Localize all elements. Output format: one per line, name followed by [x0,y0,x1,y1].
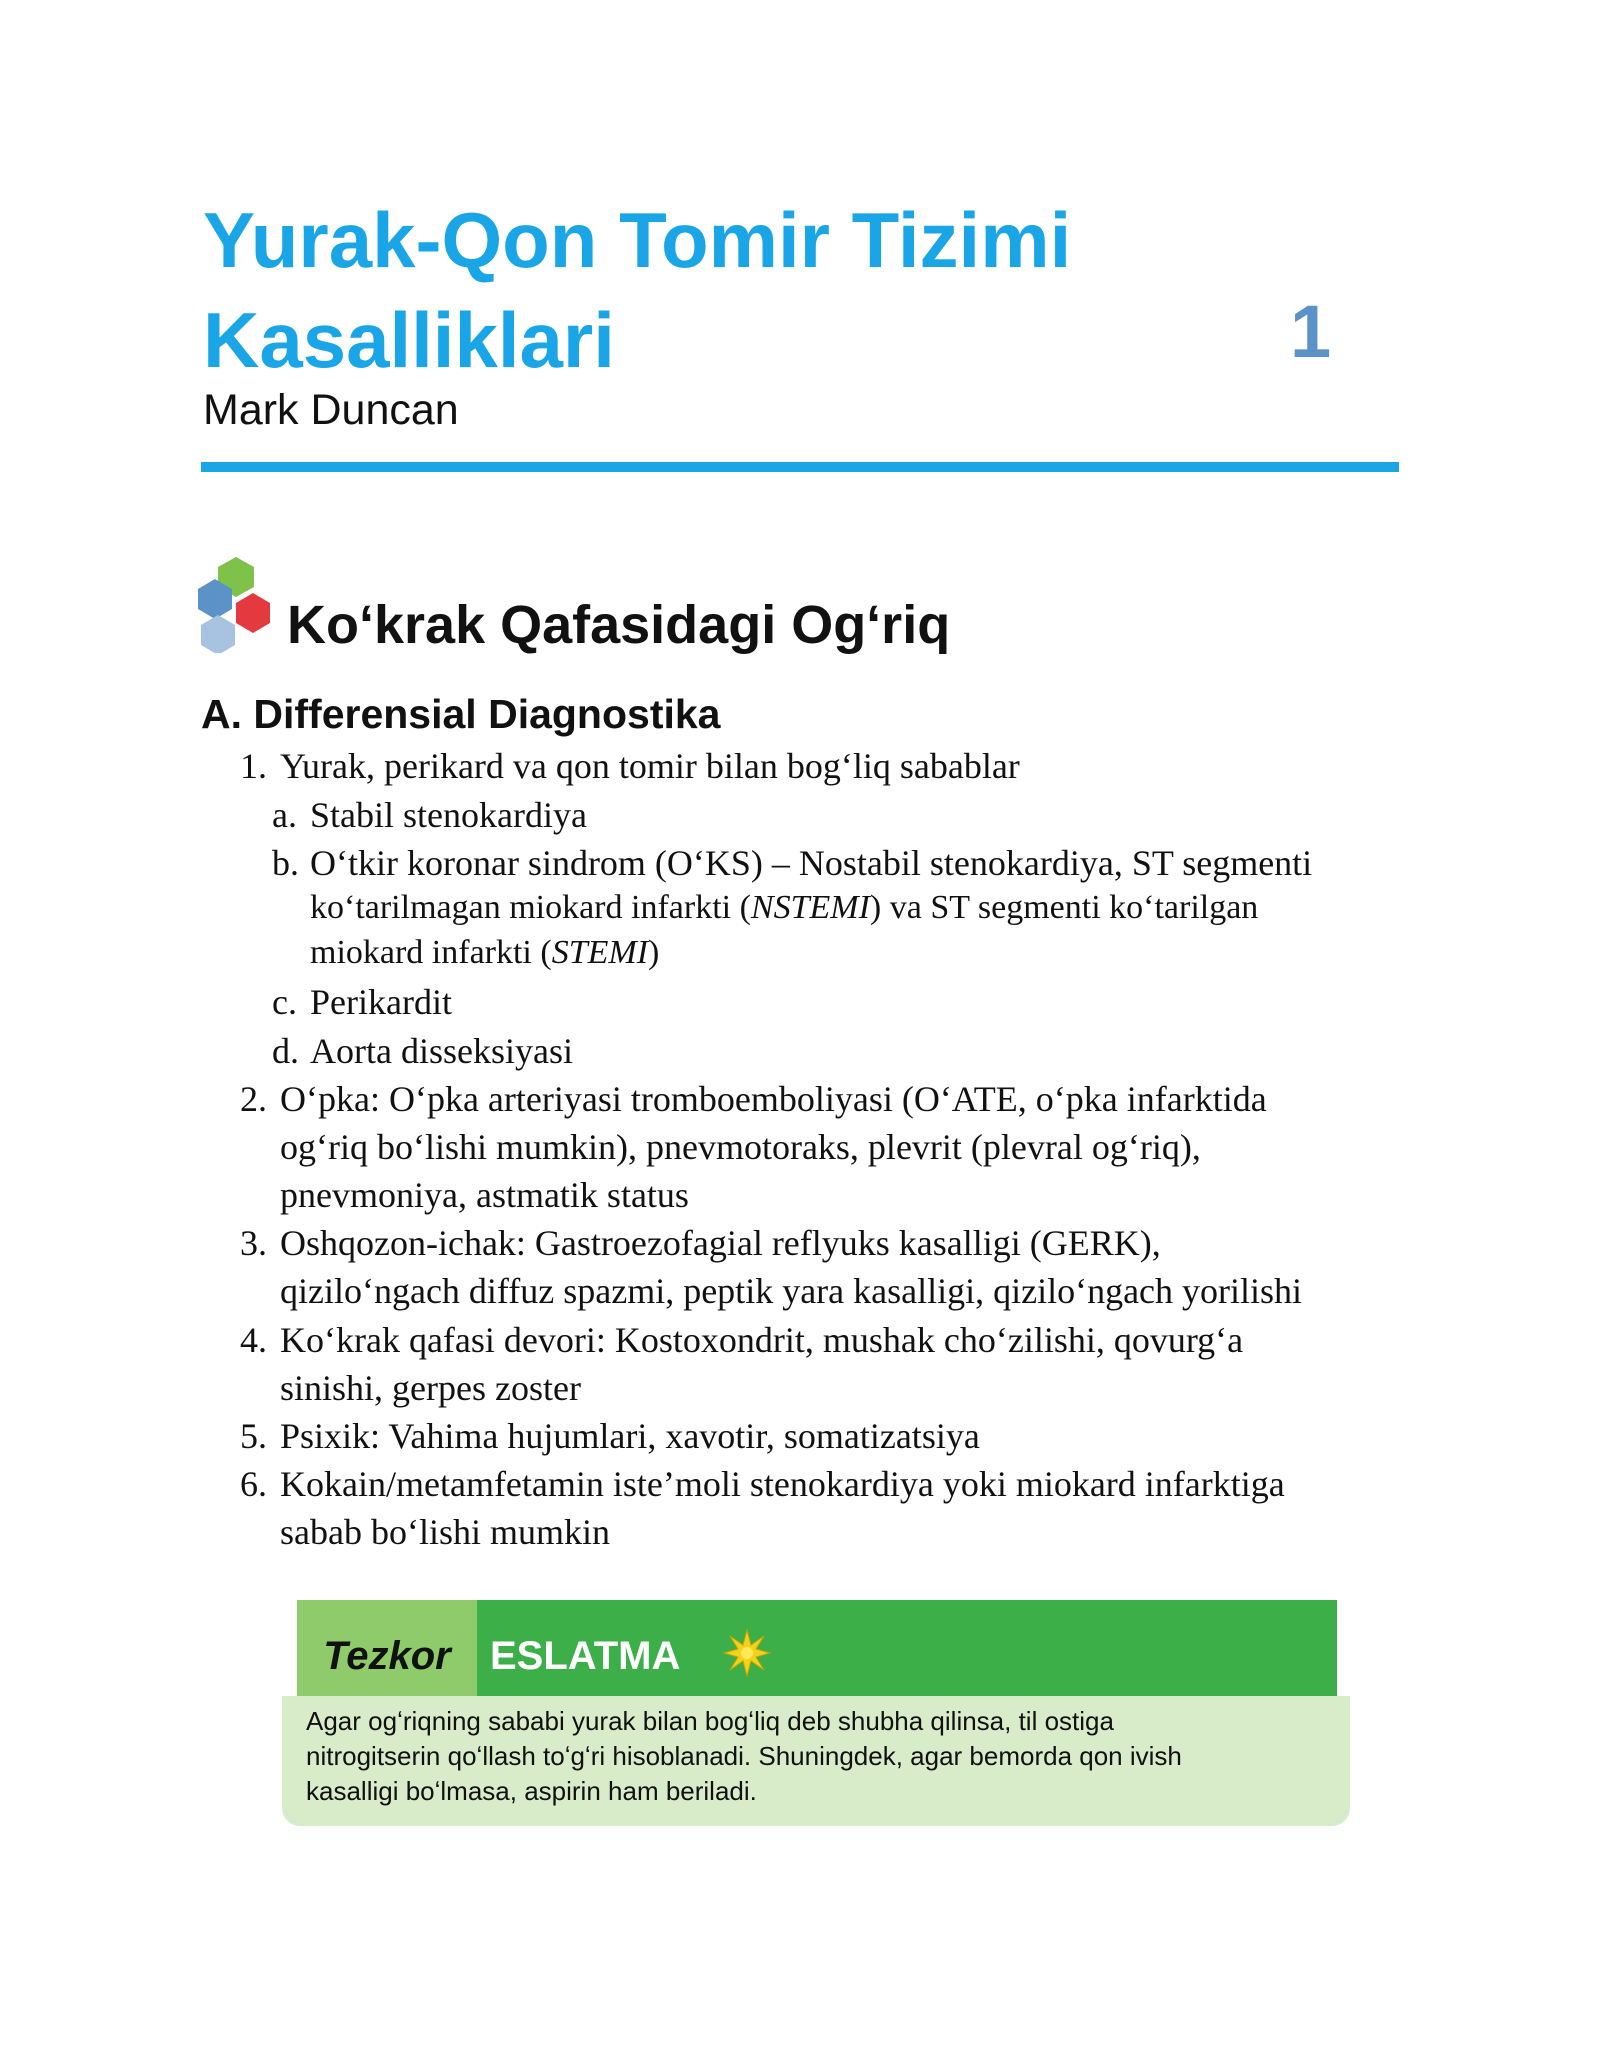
callout-body-line1: Agar ogʻriqning sababi yurak bilan bogʻliq deb shubha qilinsa, til ostiga [306,1706,1114,1736]
sublist-item-b-line1: Oʻtkir koronar sindrom (OʻKS) – Nostabil stenokardiya, ST segmenti [310,843,1313,883]
hexagon-cluster-icon [195,555,277,653]
quick-note-callout [282,1600,1347,1826]
chapter-title [203,190,1203,390]
chapter-title-line1: Yurak-Qon Tomir Tizimi [203,196,1072,284]
sublist-item-c: Perikardit [310,982,452,1022]
red-hexagon [236,593,270,633]
sublist-marker: c. [272,982,297,1022]
sublist-marker: b. [272,843,299,883]
list-item-6-line1: Kokain/metamfetamin iste’moli stenokardiya yoki miokard infarktiga [280,1464,1285,1504]
text-run-italic: NSTEMI [750,889,870,926]
text-run: ) [648,934,660,971]
burst-star-center [741,1647,753,1659]
callout-label: ESLATMA [490,1634,681,1678]
sublist-item-b-line2 [310,885,1258,931]
sublist-item-a: Stabil stenokardiya [310,795,587,835]
list-item-2-line3: pnevmoniya, astmatik status [280,1175,689,1215]
text-run: miokard infarkti ( [310,934,552,971]
list-item-4-line2: sinishi, gerpes zoster [280,1368,581,1408]
list-item-3-line2: qiziloʻngach diffuz spazmi, peptik yara kasalligi, qiziloʻngach yorilishi [280,1271,1303,1311]
burst-star-icon [722,1628,772,1678]
list-marker: 5. [240,1416,267,1456]
list-item-5-line1: Psixik: Vahima hujumlari, xavotir, somatizatsiya [280,1416,980,1456]
callout-body-line3: kasalligi boʻlmasa, aspirin ham beriladi. [306,1776,757,1806]
light-blue-hexagon [201,615,235,653]
text-run: ) va ST segmenti koʻtarilgan [869,889,1259,926]
callout-body-line2: nitrogitserin qoʻllash toʻgʻri hisoblanadi. Shuningdek, agar bemorda qon ivish [306,1741,1182,1771]
list-item-1: Yurak, perikard va qon tomir bilan bogʻliq sabablar [280,746,1020,786]
sublist-item-d: Aorta disseksiyasi [310,1031,573,1071]
sublist-marker: a. [272,795,297,835]
text-run-italic: STEMI [551,934,649,971]
list-marker: 6. [240,1464,267,1504]
list-marker: 3. [240,1223,267,1263]
subsection-title: A. Differensial Diagnostika [201,691,721,737]
sublist-marker: d. [272,1031,299,1071]
list-marker: 2. [240,1079,267,1119]
list-item-2-line1: Oʻpka: Oʻpka arteriyasi tromboemboliyasi (OʻATE, oʻpka infarktida [280,1079,1267,1119]
list-marker: 1. [240,746,267,786]
callout-tag: Tezkor [297,1600,477,1696]
list-item-3-line1: Oshqozon-ichak: Gastroezofagial reflyuks kasalligi (GERK), [280,1223,1161,1263]
callout-body [282,1696,1350,1826]
sublist-item-b-line3 [310,930,659,976]
list-marker: 4. [240,1320,267,1360]
chapter-author: Mark Duncan [203,386,459,434]
text-run: koʻtarilmagan miokard infarkti ( [310,889,751,926]
chapter-title-line2: Kasalliklari [203,296,615,384]
header-divider [201,462,1399,472]
list-item-6-line2: sabab boʻlishi mumkin [280,1512,610,1552]
list-item-2-line2: ogʻriq boʻlishi mumkin), pnevmotoraks, plevrit (plevral ogʻriq), [280,1127,1201,1167]
chapter-number: 1 [1290,290,1332,373]
section-title: Koʻkrak Qafasidagi Ogʻriq [287,595,951,655]
list-item-4-line1: Koʻkrak qafasi devori: Kostoxondrit, mushak choʻzilishi, qovurgʻa [280,1320,1244,1360]
